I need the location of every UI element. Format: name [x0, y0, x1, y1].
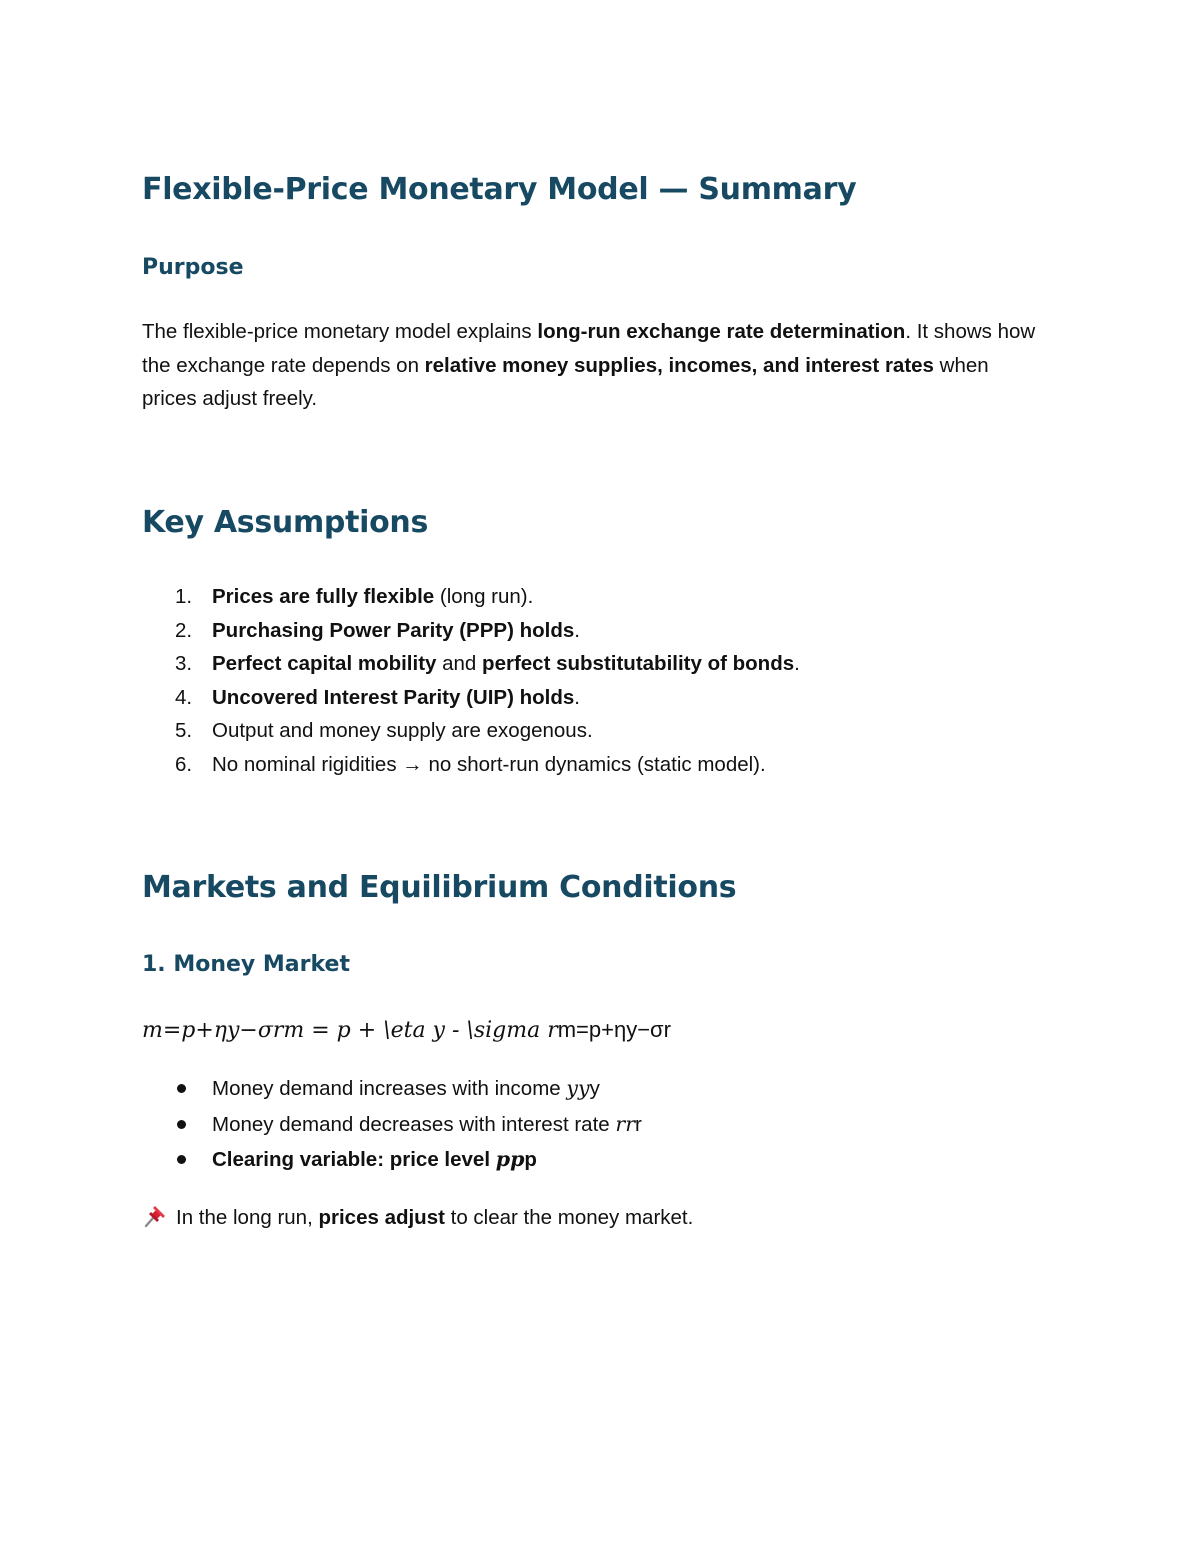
- purpose-heading: Purpose: [142, 255, 244, 280]
- markets-heading: Markets and Equilibrium Conditions: [142, 870, 737, 905]
- bullet-dot-icon: [177, 1120, 186, 1129]
- equation-rendered: m=p+ηy−σr: [142, 1018, 284, 1043]
- bullet-item: [142, 1107, 1022, 1143]
- bullet-dot-icon: [177, 1155, 186, 1164]
- bullet-item: [142, 1071, 1022, 1107]
- note-text-2: to clear the money market.: [444, 1206, 694, 1229]
- assumptions-heading: Key Assumptions: [142, 505, 429, 540]
- assumption-number: 3.: [175, 652, 193, 675]
- assumptions-list: [142, 580, 1022, 781]
- assumption-text: .: [574, 618, 580, 642]
- assumption-item: [142, 714, 1022, 748]
- assumption-bold: Purchasing Power Parity (PPP) holds: [212, 618, 575, 642]
- assumption-bold: Prices are fully flexible: [212, 585, 435, 608]
- pushpin-icon: [142, 1203, 168, 1229]
- assumption-item: [142, 748, 1022, 782]
- bullet-math: p: [495, 1147, 511, 1171]
- assumption-text: and: [436, 652, 483, 675]
- assumption-text: No nominal rigidities → no short-run dynamics (static model).: [212, 752, 766, 776]
- money-market-bullets: [142, 1071, 1022, 1178]
- bullet-math-dup: y: [577, 1076, 590, 1100]
- note-text-1: In the long run,: [176, 1206, 319, 1229]
- assumption-text-2: .: [794, 652, 800, 675]
- note-bold: prices adjust: [318, 1206, 445, 1229]
- assumption-number: 2.: [175, 618, 193, 642]
- purpose-text-1: The flexible-price monetary model explains: [142, 320, 538, 343]
- bullet-math-dup: p: [510, 1147, 525, 1171]
- bullet-math: r: [615, 1111, 626, 1136]
- assumption-bold: Uncovered Interest Parity (UIP) holds: [212, 685, 575, 709]
- purpose-text-2: . It shows how the exchange rate depends on: [142, 320, 1036, 377]
- assumption-bold: Perfect capital mobility: [212, 652, 437, 675]
- money-market-equation: [142, 1013, 671, 1048]
- document-title: Flexible-Price Monetary Model — Summary: [142, 172, 857, 207]
- assumption-text: .: [574, 685, 580, 709]
- purpose-text-3: when prices adjust freely.: [142, 353, 989, 410]
- assumption-item: [142, 681, 1022, 715]
- assumption-item: [142, 614, 1022, 648]
- purpose-bold-1: long-run exchange rate determination: [537, 320, 906, 343]
- money-market-note: [142, 1201, 693, 1234]
- assumption-bold-2: perfect substitutability of bonds: [482, 652, 795, 675]
- bullet-text: Money demand increases with income: [212, 1077, 567, 1100]
- bullet-plain: p: [524, 1148, 537, 1171]
- assumption-number: 1.: [175, 585, 193, 608]
- bullet-math-dup: r: [625, 1111, 635, 1136]
- bullet-plain: r: [635, 1112, 642, 1136]
- bullet-math: y: [566, 1076, 578, 1100]
- money-market-heading: 1. Money Market: [142, 952, 350, 977]
- assumption-text: (long run).: [434, 585, 534, 608]
- bullet-text-bold: Clearing variable: price level: [212, 1148, 496, 1171]
- assumption-item: [142, 580, 1022, 614]
- assumption-number: 5.: [175, 719, 193, 742]
- equation-plain: m=p+ηy−σr: [557, 1017, 671, 1042]
- bullet-dot-icon: [177, 1084, 186, 1093]
- assumption-item: [142, 647, 1022, 681]
- equation-tex-fallback: m = p + \eta y - \sigma r: [283, 1018, 558, 1043]
- assumption-text: Output and money supply are exogenous.: [212, 719, 593, 742]
- assumption-number: 6.: [175, 752, 193, 776]
- purpose-bold-2: relative money supplies, incomes, and interest rates: [424, 353, 934, 377]
- bullet-item: [142, 1142, 1022, 1178]
- purpose-paragraph: [142, 315, 1042, 416]
- bullet-text: Money demand decreases with interest rate: [212, 1112, 616, 1136]
- assumption-number: 4.: [175, 685, 193, 709]
- bullet-plain: y: [589, 1077, 600, 1100]
